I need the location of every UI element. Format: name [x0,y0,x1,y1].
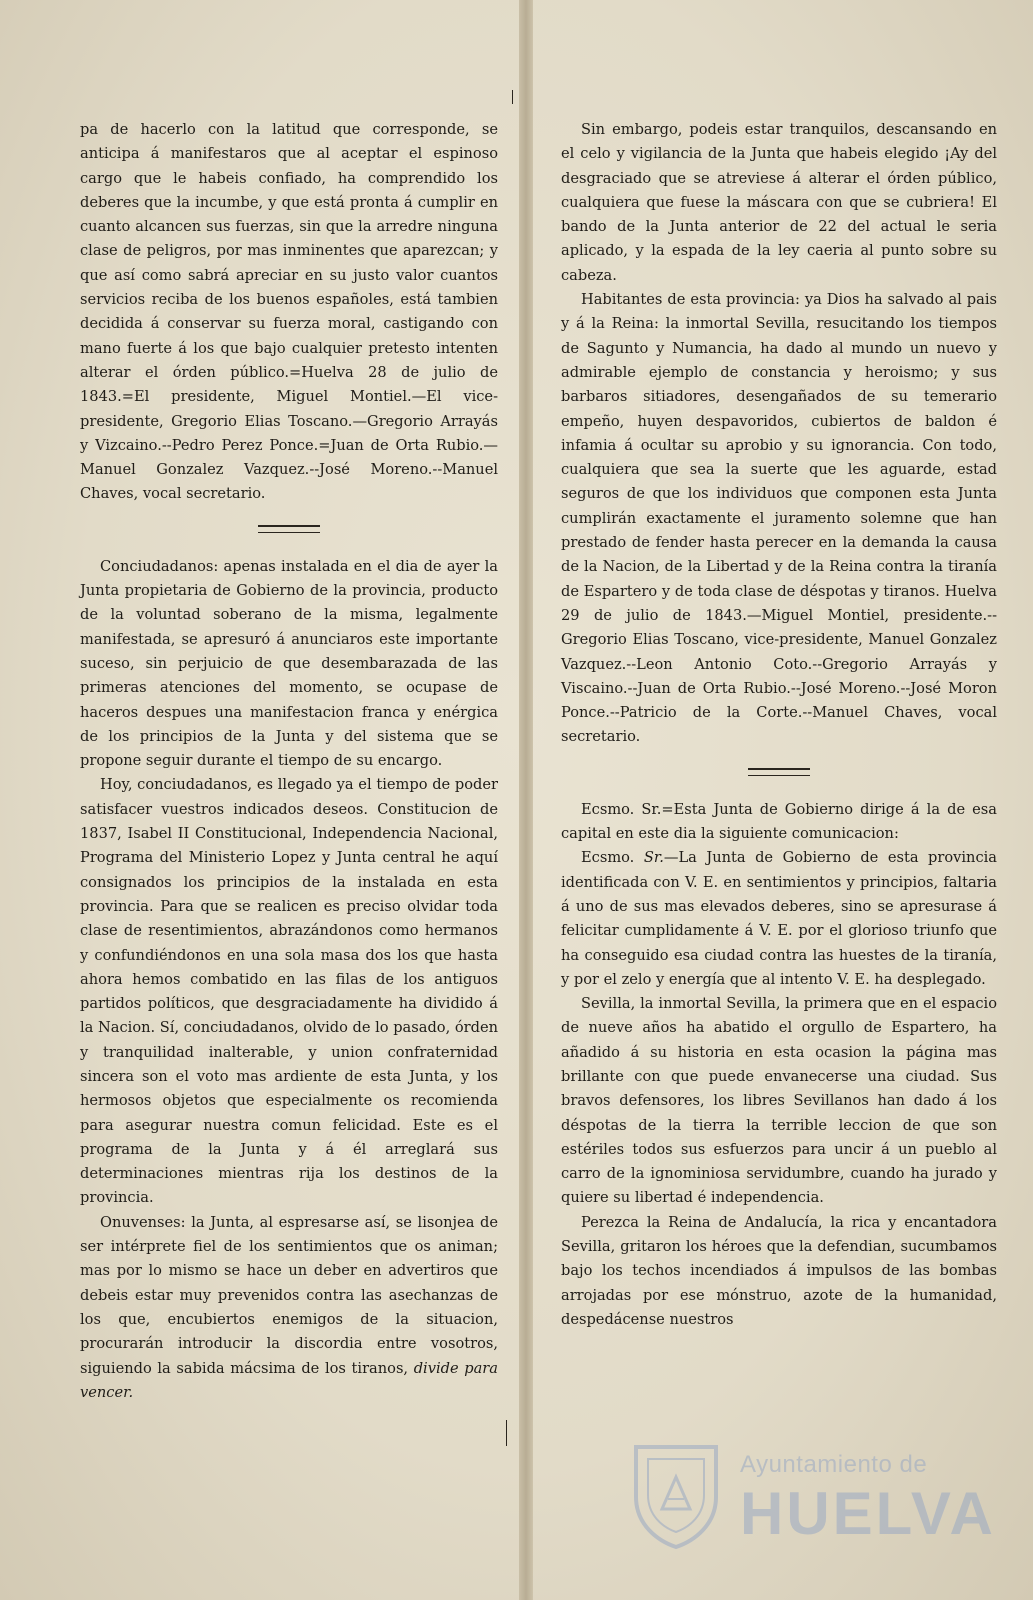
right-paragraph-4-prefix: Ecsmo. [581,849,644,867]
right-paragraph-4-rest: —La Junta de Gobierno de esta provincia identificada con V. E. en sentimientos y principios, faltaria á uno de sus mas elevados deberes, sino se apresurase á felicitar cumplidamente á V. E. por el glorioso triunfo que ha conseguido esa ciudad contra las huestes de la tiranía, y por el zelo y energía que al intento V. E. ha desplegado. [561,849,997,988]
watermark-line-1: Ayuntamiento de [740,1451,928,1478]
page-gutter [519,0,533,1600]
left-paragraph-1: pa de hacerlo con la latitud que corresponde, se anticipa á manifestaros que al aceptar el espinoso cargo que le habeis confiado, ha comprendido los deberes que la incumbe, y que está pronta á cumplir en cuanto alcancen sus fuerzas, sin que la arredre ninguna clase de peligros, por mas inminentes que aparezcan; y que así como sabrá apreciar en su justo valor cuantos servicios reciba de los buenos españoles, está tambien decidida á conservar su fuerza moral, castigando con mano fuerte á los que bajo cualquier pretesto intenten alterar el órden público.=Huelva 28 de julio de 1843.=El presidente, Miguel Montiel.—El vice-presidente, Gregorio Elias Toscano.—Gregorio Arrayás y Vizcaino.--Pedro Perez Ponce.=Juan de Orta Rubio.—Manuel Gonzalez Vazquez.--José Moreno.--Manuel Chaves, vocal secretario. [80,121,498,503]
right-paragraph-6: Perezca la Reina de Andalucía, la rica y encantadora Sevilla, gritaron los héroes que la defendian, sucumbamos bajo los techos incendiados á impulsos de las bombas arrojadas por ese mónstruo, azote de la humanidad, despedácense nuestros [561,1213,997,1328]
right-paragraph-4 [561,846,997,992]
watermark-line-2: HUELVA [740,1480,996,1547]
city-shield-icon [628,1439,724,1551]
right-paragraph-2: Habitantes de esta provincia: ya Dios ha salvado al pais y á la Reina: la inmortal Sevilla, resucitando los tiempos de Sagunto y Numancia, ha dado al mundo un nuevo y admirable ejemplo de constancia y heroismo; y sus barbaros sitiadores, desengañados de su temerario empeño, huyen despavoridos, cubiertos de baldon é infamia á ocultar su aprobio y su ignorancia. Con todo, cualquiera que sea la suerte que les aguarde, estad seguros de que los individuos que componen esta Junta cumplirán exactamente el juramento solemne que han prestado de fender hasta perecer en la demanda la causa de la Nacion, de la Libertad y de la Reina contra la tiranía de Espartero y de toda clase de déspotas y tiranos. Huelva 29 de julio de 1843.—Miguel Montiel, presidente.--Gregorio Elias Toscano, vice-presidente, Manuel Gonzalez Vazquez.--Leon Antonio Coto.--Gregorio Arrayás y Viscaino.--Juan de Orta Rubio.--José Moreno.--José Moron Ponce.--Patricio de la Corte.--Manuel Chaves, vocal secretario. [561,291,997,746]
column-rule-top [512,90,513,104]
column-rule-bottom [506,1420,507,1446]
left-paragraph-3: Hoy, conciudadanos, es llegado ya el tiempo de poder satisfacer vuestros indicados deseos. Constitucion de 1837, Isabel II Constitucional, Independencia Nacional, Programa del Ministerio Lopez y Junta central he aquí consignados los principios de la instalada en esta provincia. Para que se realicen es preciso olvidar toda clase de resentimientos, abrazándonos como hermanos y confundiéndonos en una sola masa dos los que hasta ahora hemos combatido en las filas de los antiguos partidos políticos, que desgraciadamente ha dividido á la Nacion. Sí, conciudadanos, olvido de lo pasado, órden y tranquilidad inalterable, y union confraternidad sincera son el voto mas ardiente de esta Junta, y los hermosos objetos que especialmente os recomienda para asegurar nuestra comun felicidad. Este es el programa de la Junta y á él arreglará sus determinaciones mientras rija los destinos de la provincia. [80,776,498,1207]
section-separator [80,517,498,541]
left-paragraph-2: Conciudadanos: apenas instalada en el dia de ayer la Junta propietaria de Gobierno de la provincia, producto de la voluntad soberano de la misma, legalmente manifestada, se apresuró á anunciaros este importante suceso, sin perjuicio de que desembarazada de las primeras atenciones del momento, se ocupase de haceros despues una manifestacion franca y enérgica de los principios de la Junta y del sistema que se propone seguir durante el tiempo de su encargo. [80,557,498,770]
right-paragraph-4-italic: Sr. [643,849,664,867]
left-column [80,118,498,1405]
section-separator [561,760,997,784]
right-paragraph-1: Sin embargo, podeis estar tranquilos, descansando en el celo y vigilancia de la Junta que habeis elegido ¡Ay del desgraciado que se atreviese á alterar el órden público, cualquiera que fuese la máscara con que se cubriera! El bando de la Junta anterior de 22 del actual le seria aplicado, y la espada de la ley caeria al punto sobre su cabeza. [561,121,997,284]
right-paragraph-3: Ecsmo. Sr.=Esta Junta de Gobierno dirige á la de esa capital en este dia la siguiente comunicacion: [561,800,997,843]
left-paragraph-4-italic: divide para vencer. [80,1359,498,1401]
ayuntamiento-watermark [622,1433,996,1563]
left-paragraph-4 [80,1211,498,1405]
left-paragraph-4-text: Onuvenses: la Junta, al espresarse así, se lisonjea de ser intérprete fiel de los sentimientos que os animan; mas por lo mismo se hace un deber en advertiros que debeis estar muy prevenidos contra las asechanzas de los que, encubiertos enemigos de la situacion, procurarán introducir la discordia entre vosotros, siguiendo la sabida mácsima de los tiranos, [80,1213,498,1377]
right-column [561,118,997,1332]
right-paragraph-5: Sevilla, la inmortal Sevilla, la primera que en el espacio de nueve años ha abatido el orgullo de Espartero, ha añadido á su historia en esta ocasion la página mas brillante con que puede envanecerse una ciudad. Sus bravos defensores, los libres Sevillanos han dado á los déspotas de la tierra la terrible leccion de que son estériles todos sus esfuerzos para uncir á un pueblo al carro de la ignominiosa servidumbre, cuando ha jurado y quiere su libertad é independencia. [561,995,997,1207]
